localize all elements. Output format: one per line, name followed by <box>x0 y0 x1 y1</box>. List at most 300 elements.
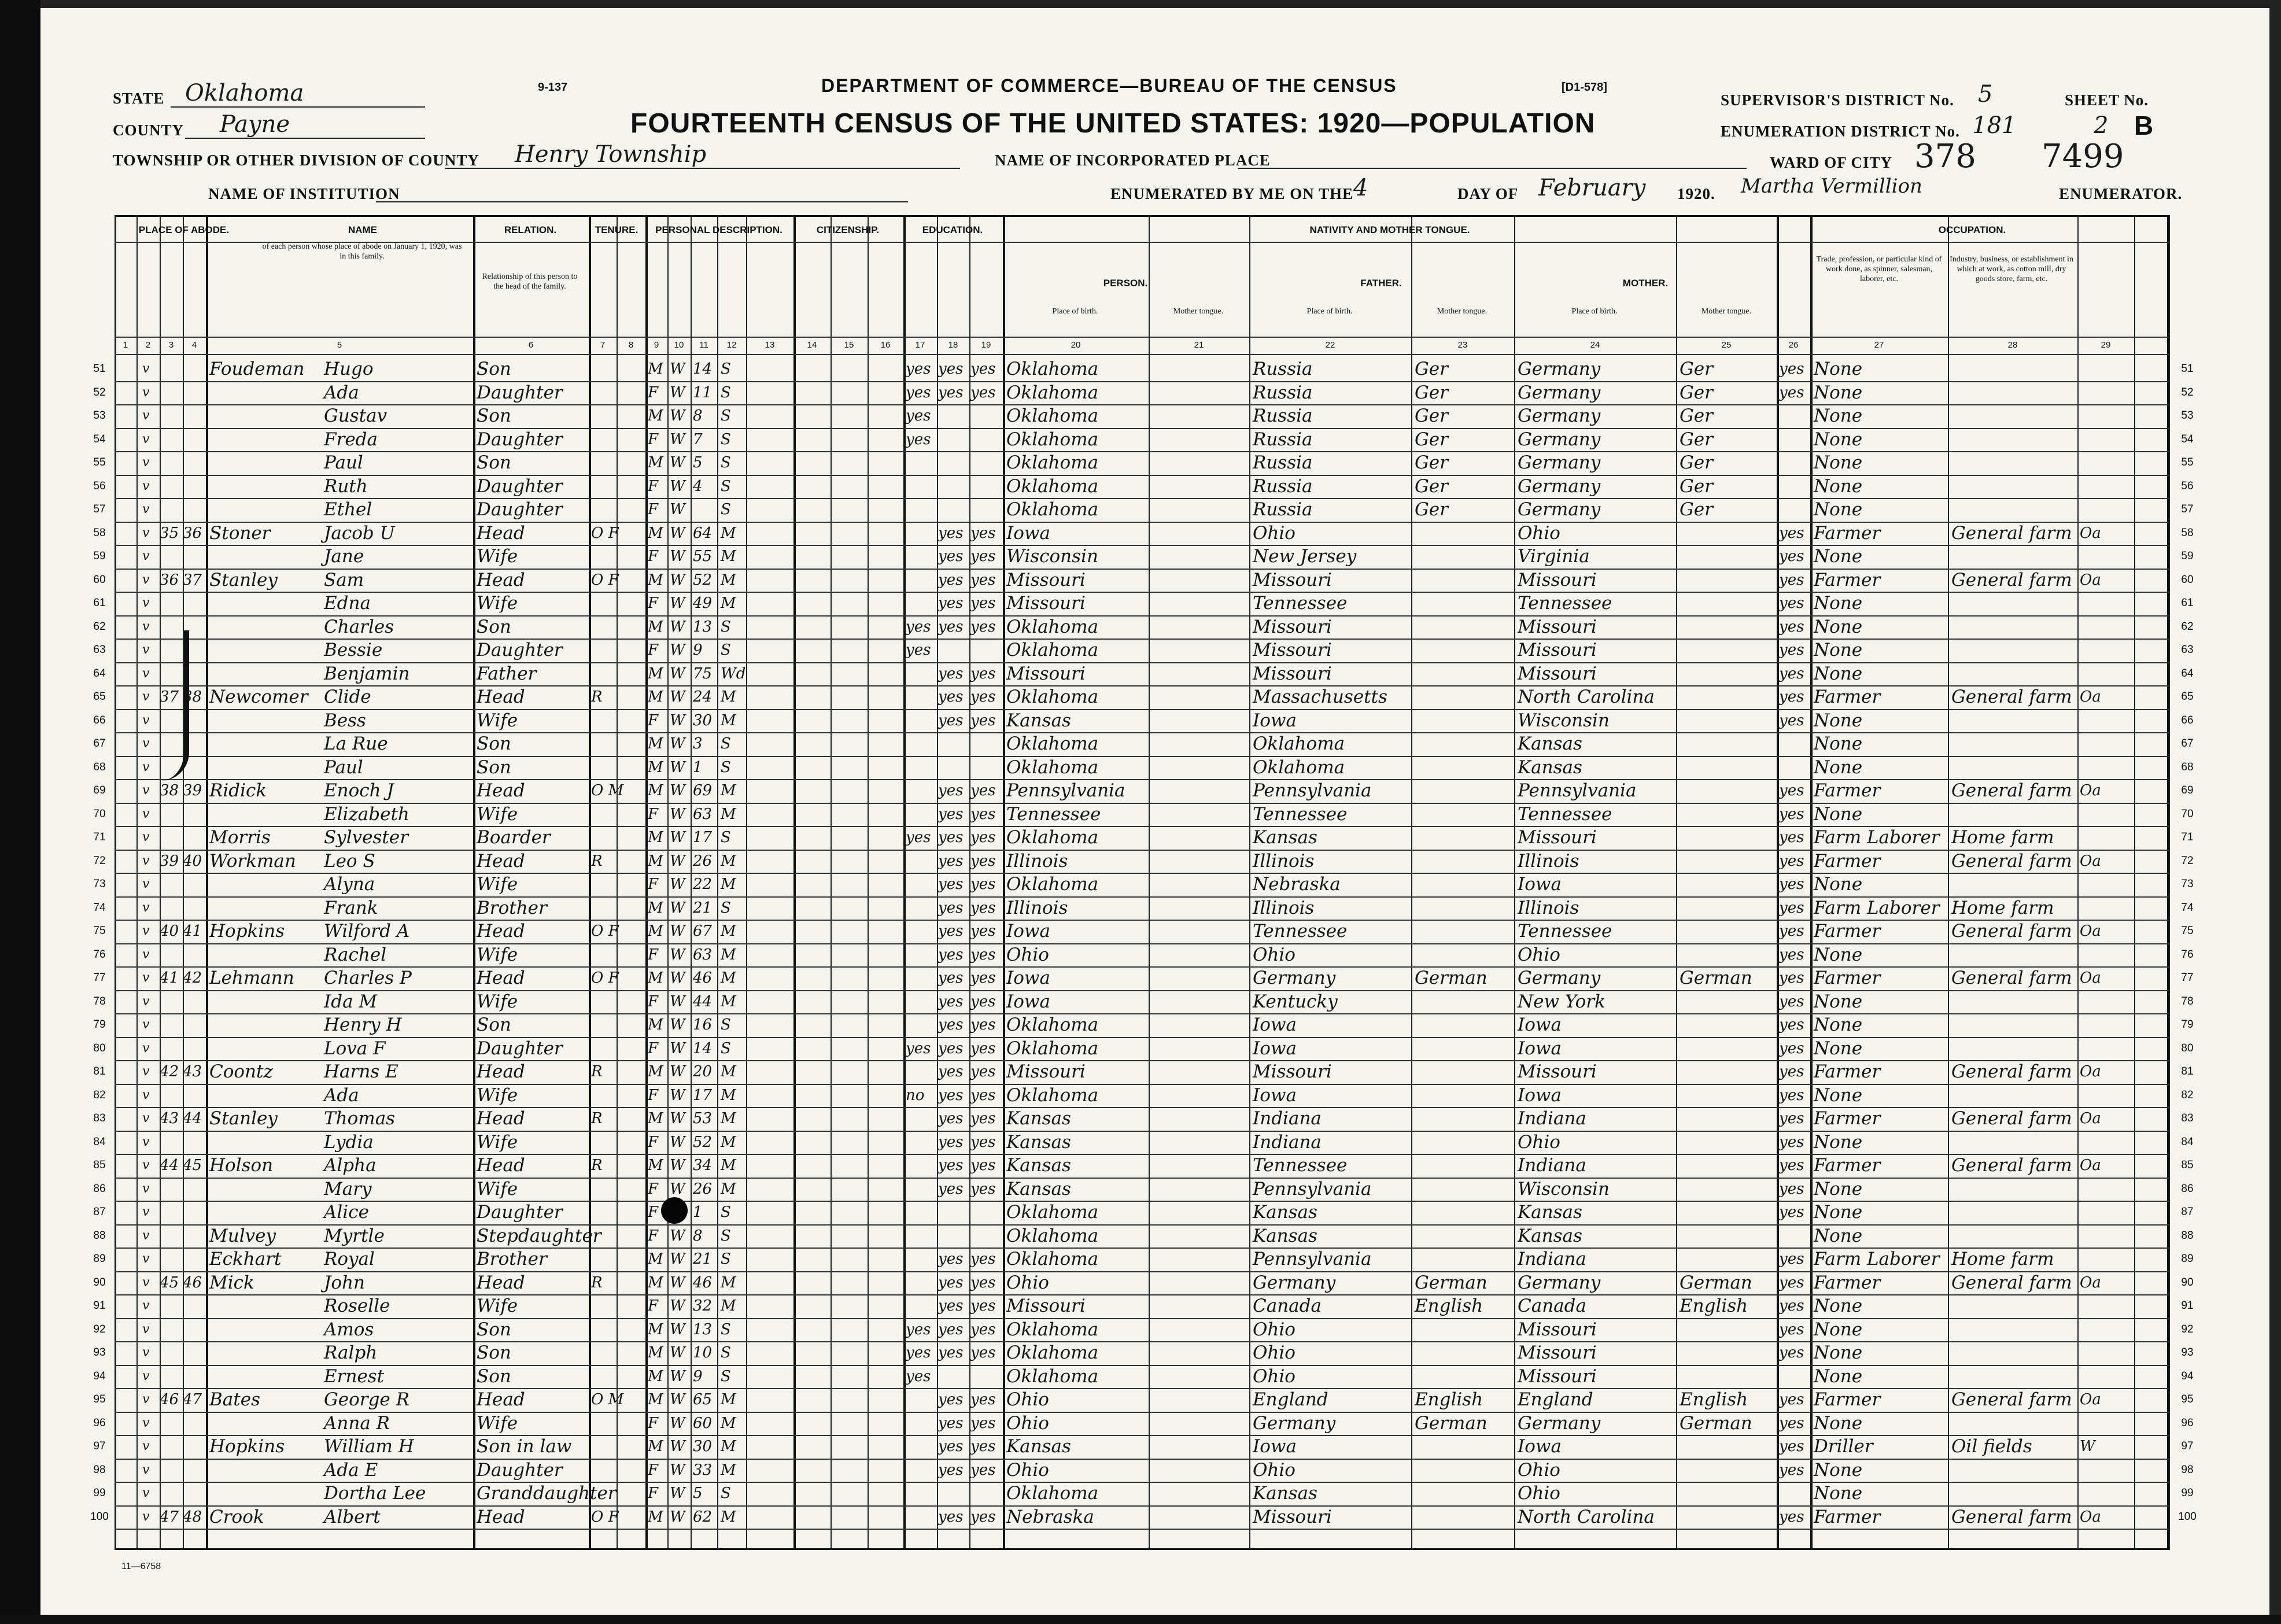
cell-rd: yes <box>938 665 964 682</box>
incorporated-line <box>1238 168 1747 169</box>
cell-surname <box>209 1037 319 1060</box>
cell-mpob: Missouri <box>1518 1319 1597 1340</box>
cell-mpob: Indiana <box>1518 1108 1586 1129</box>
cell-ms: S <box>721 641 731 659</box>
cell-fpob: Kansas <box>1253 1225 1317 1246</box>
line-number: 99 <box>2181 1487 2194 1499</box>
column-number: 17 <box>915 340 925 350</box>
cell-mpob: Germany <box>1518 382 1601 403</box>
cell-occ: None <box>1814 382 1863 403</box>
cell-fmt <box>1415 545 1513 568</box>
cell-occ: None <box>1814 1459 1863 1481</box>
cell-ms: M <box>721 1063 736 1080</box>
cell-race: W <box>670 1274 685 1291</box>
cell-sch <box>906 1131 936 1154</box>
cell-rd: yes <box>938 1274 964 1291</box>
cell-cls <box>2080 381 2133 404</box>
cell-age: 21 <box>693 1250 713 1268</box>
cell-mmt <box>1680 1107 1776 1130</box>
cell-dw: 42 <box>160 1063 179 1080</box>
supervisor-value: 5 <box>1978 81 1993 108</box>
cell-occ: Farmer <box>1814 569 1881 590</box>
column-number: 21 <box>1194 340 1204 350</box>
cell-eng <box>1779 498 1809 521</box>
cell-ind <box>1951 662 2076 685</box>
cell-rel: Son <box>477 1319 511 1340</box>
cell-rel: Son <box>477 1342 511 1363</box>
cell-given: Ada <box>324 1084 359 1106</box>
cell-mpob: Ohio <box>1518 1459 1560 1481</box>
cell-fmt <box>1415 1201 1513 1224</box>
cell-fmt <box>1415 1060 1513 1083</box>
line-number: 56 <box>2181 479 2194 492</box>
cell-rel: Brother <box>477 1249 547 1269</box>
cell-own <box>591 990 643 1013</box>
cell-mpob: Pennsylvania <box>1518 780 1637 801</box>
cell-eng: yes <box>1779 805 1804 823</box>
cell-wr: yes <box>970 665 996 682</box>
cell-given: Alyna <box>324 874 375 895</box>
cell-occ: None <box>1814 429 1863 450</box>
cell-sch <box>906 990 936 1013</box>
cell-race: W <box>670 1367 685 1385</box>
cell-mpob: Illinois <box>1518 850 1579 872</box>
cell-eng: yes <box>1779 852 1804 870</box>
cell-occ: None <box>1814 874 1863 895</box>
cell-mpob: New York <box>1518 991 1605 1012</box>
cell-fpob: Missouri <box>1253 569 1332 590</box>
cell-fpob: Pennsylvania <box>1253 780 1372 801</box>
cell-age: 60 <box>693 1414 713 1432</box>
table-row <box>0 592 2281 615</box>
cell-race: W <box>670 1344 685 1361</box>
cell-sex: M <box>648 1274 663 1291</box>
cell-fpob: Massachusetts <box>1253 686 1387 707</box>
cell-rel: Boarder <box>477 827 551 848</box>
cell-fam <box>183 592 206 615</box>
cell-ms: S <box>721 360 731 378</box>
cell-pob: Iowa <box>1006 921 1050 942</box>
cell-sch <box>906 592 936 615</box>
cell-mmt <box>1680 662 1776 685</box>
line-number: 88 <box>2181 1229 2194 1242</box>
cell-ms: S <box>721 1367 731 1385</box>
cell-surname <box>209 662 319 685</box>
cell-sex: M <box>648 969 663 987</box>
cell-fam <box>183 1435 206 1458</box>
cell-sex: M <box>648 1250 663 1268</box>
cell-sch <box>906 896 936 920</box>
cell-fam: 36 <box>183 524 202 542</box>
cell-ms: M <box>721 1297 736 1315</box>
cell-mmt <box>1680 638 1776 662</box>
line-number: 81 <box>2181 1065 2194 1077</box>
cell-mpob: Germany <box>1518 359 1601 379</box>
ward-value: 378 <box>1914 138 1976 175</box>
cell-ind: General farm <box>1951 1506 2072 1527</box>
cell-surname <box>209 1341 319 1364</box>
cell-own <box>591 662 643 685</box>
table-row <box>0 685 2281 708</box>
cell-pob: Missouri <box>1006 663 1086 684</box>
cell-mmt <box>1680 873 1776 896</box>
cell-sch <box>906 1178 936 1201</box>
cell-eng: yes <box>1779 1297 1804 1315</box>
cell-age: 20 <box>693 1063 713 1080</box>
cell-mpob: Germany <box>1518 452 1601 473</box>
line-number: 51 <box>93 363 106 375</box>
cell-fam <box>183 1178 206 1201</box>
cell-wr <box>970 428 1002 451</box>
cell-occ: None <box>1814 1319 1863 1340</box>
cell-rd: yes <box>938 1344 964 1361</box>
visit-check-mark: v <box>142 853 150 868</box>
cell-ms: M <box>721 1508 736 1526</box>
line-number: 74 <box>2181 901 2194 914</box>
line-number: 93 <box>2181 1346 2194 1359</box>
cell-fpob: Nebraska <box>1253 874 1341 895</box>
line-number: 98 <box>93 1463 106 1476</box>
cell-eng: yes <box>1779 1016 1804 1034</box>
cell-sch: no <box>906 1086 925 1104</box>
cell-given: Albert <box>324 1506 381 1527</box>
visit-check-mark: v <box>142 877 150 891</box>
cell-eng: yes <box>1779 782 1804 799</box>
cell-fpob: Ohio <box>1253 1319 1295 1340</box>
cell-pob: Nebraska <box>1006 1506 1094 1527</box>
cell-ind <box>1951 638 2076 662</box>
line-number: 54 <box>93 433 106 445</box>
cell-rd: yes <box>938 1157 964 1174</box>
line-number: 78 <box>93 995 106 1007</box>
cell-cls: Oa <box>2080 1508 2101 1526</box>
cell-race: W <box>670 1461 685 1479</box>
cell-cls <box>2080 1412 2133 1435</box>
line-number: 81 <box>93 1065 106 1077</box>
cell-cls <box>2080 1084 2133 1107</box>
cell-wr: yes <box>970 899 996 917</box>
cell-race: W <box>670 711 685 729</box>
cell-sex: F <box>648 477 659 495</box>
cell-surname <box>209 1294 319 1317</box>
cell-occ: None <box>1814 405 1863 426</box>
line-number: 87 <box>2181 1206 2194 1218</box>
cell-pob: Oklahoma <box>1006 475 1099 497</box>
cell-pob: Oklahoma <box>1006 1084 1099 1106</box>
state-value: Oklahoma <box>185 80 304 106</box>
cell-fmt <box>1415 873 1513 896</box>
cell-sex: M <box>648 571 663 589</box>
cell-wr: yes <box>970 992 996 1010</box>
cell-age: 1 <box>693 1204 703 1221</box>
cell-sch <box>906 709 936 732</box>
cell-fmt <box>1415 1224 1513 1247</box>
cell-given: La Rue <box>324 733 388 754</box>
cell-dw <box>160 943 183 966</box>
cell-mmt <box>1680 1435 1776 1458</box>
cell-cls <box>2080 709 2133 732</box>
cell-cls: Oa <box>2080 1391 2101 1408</box>
line-number: 62 <box>2181 620 2194 633</box>
cell-wr: yes <box>970 922 996 940</box>
line-number: 89 <box>2181 1253 2194 1265</box>
cell-ms: M <box>721 805 736 823</box>
group-abode: PLACE OF ABODE. <box>138 224 230 235</box>
cell-rel: Head <box>477 1272 525 1293</box>
cell-fam <box>183 498 206 521</box>
cell-mmt: German <box>1680 1272 1752 1293</box>
cell-rd: yes <box>938 1063 964 1080</box>
ink-brace-mark <box>161 630 189 781</box>
line-number: 78 <box>2181 995 2194 1007</box>
cell-ind: General farm <box>1951 968 2072 988</box>
cell-age: 49 <box>693 595 713 612</box>
cell-sch: yes <box>906 360 931 378</box>
table-row <box>0 638 2281 662</box>
cell-ind: General farm <box>1951 850 2072 872</box>
cell-eng <box>1779 1365 1809 1388</box>
group-personal: PERSONAL DESCRIPTION. <box>655 224 783 235</box>
table-row <box>0 1107 2281 1130</box>
cell-sex: F <box>648 1485 659 1502</box>
cell-race: W <box>670 758 685 776</box>
cell-age: 62 <box>693 1508 713 1526</box>
visit-check-mark: v <box>142 1275 150 1290</box>
cell-rel: Wife <box>477 593 518 614</box>
cell-dw <box>160 1131 183 1154</box>
cell-sex: M <box>648 782 663 799</box>
cell-mmt: English <box>1680 1295 1748 1316</box>
cell-dw <box>160 381 183 404</box>
cell-sch <box>906 1482 936 1505</box>
enumerator-name: Martha Vermillion <box>1741 175 1922 198</box>
cell-race: W <box>670 829 685 846</box>
visit-check-mark: v <box>142 478 150 493</box>
cell-ms: S <box>721 758 731 776</box>
cell-pob: Ohio <box>1006 1412 1049 1434</box>
cell-wr: yes <box>970 1508 996 1526</box>
cell-ind: General farm <box>1951 780 2072 801</box>
cell-age: 17 <box>693 1086 713 1104</box>
cell-surname <box>209 1201 319 1224</box>
cell-age: 14 <box>693 1039 713 1057</box>
cell-own <box>591 1459 643 1482</box>
cell-ms: S <box>721 1485 731 1502</box>
cell-pob: Missouri <box>1006 593 1086 614</box>
cell-fmt: Ger <box>1415 499 1448 520</box>
line-number: 92 <box>93 1323 106 1335</box>
visit-check-mark: v <box>142 1158 150 1172</box>
cell-age: 53 <box>693 1110 713 1127</box>
cell-dw: 38 <box>160 782 179 799</box>
cell-dw: 47 <box>160 1508 179 1526</box>
cell-sch <box>906 451 936 474</box>
cell-eng: yes <box>1779 1039 1804 1057</box>
cell-dw: 45 <box>160 1274 179 1291</box>
cell-dw <box>160 1294 183 1317</box>
county-line <box>185 138 425 139</box>
visit-check-mark: v <box>142 736 150 751</box>
column-number: 24 <box>1590 340 1600 350</box>
cell-fmt <box>1415 1318 1513 1341</box>
cell-surname <box>209 1459 319 1482</box>
cell-own <box>591 803 643 826</box>
cell-mmt <box>1680 826 1776 849</box>
cell-rel: Wife <box>477 1412 518 1434</box>
cell-race: W <box>670 735 685 752</box>
column-number: 14 <box>807 340 817 350</box>
cell-age: 8 <box>693 407 703 425</box>
cell-ms: M <box>721 1180 736 1198</box>
cell-fpob: New Jersey <box>1253 546 1357 567</box>
cell-rel: Head <box>477 569 525 590</box>
cell-fam: 40 <box>183 852 202 870</box>
cell-given: Myrtle <box>324 1225 385 1246</box>
cell-surname <box>209 873 319 896</box>
cell-ind <box>1951 615 2076 638</box>
cell-mpob: Ohio <box>1518 1483 1560 1504</box>
cell-given: Charles <box>324 616 394 637</box>
cell-ind <box>1951 498 2076 521</box>
cell-mpob: Missouri <box>1518 1365 1597 1387</box>
cell-cls <box>2080 756 2133 779</box>
table-row <box>0 1365 2281 1388</box>
line-number: 79 <box>2181 1018 2194 1031</box>
cell-cls <box>2080 1247 2133 1271</box>
visit-check-mark: v <box>142 1205 150 1219</box>
cell-sch <box>906 873 936 896</box>
cell-mmt <box>1680 1060 1776 1083</box>
cell-fpob: Tennessee <box>1253 1155 1348 1176</box>
cell-pob: Oklahoma <box>1006 1038 1099 1059</box>
cell-surname: Hopkins <box>209 1436 285 1457</box>
footer-code: 11—6758 <box>121 1562 161 1571</box>
cell-ind: General farm <box>1951 1155 2072 1176</box>
cell-fmt <box>1415 1037 1513 1060</box>
group-father: FATHER. <box>1360 278 1402 289</box>
cell-fpob: Oklahoma <box>1253 756 1345 778</box>
cell-fpob: Russia <box>1253 382 1313 403</box>
cell-own <box>591 1294 643 1317</box>
column-number: 12 <box>726 340 737 350</box>
cell-fam <box>183 1482 206 1505</box>
cell-mmt <box>1680 545 1776 568</box>
cell-eng: yes <box>1779 1461 1804 1479</box>
cell-sch <box>906 1107 936 1130</box>
cell-rd <box>938 498 968 521</box>
cell-occ: None <box>1814 1014 1863 1035</box>
cell-mmt <box>1680 1341 1776 1364</box>
cell-wr <box>970 1482 1002 1505</box>
cell-own <box>591 1412 643 1435</box>
cell-fam: 42 <box>183 969 202 987</box>
cell-mmt <box>1680 1154 1776 1177</box>
cell-ms: M <box>721 1414 736 1432</box>
cell-sex: F <box>648 501 659 518</box>
cell-race: W <box>670 595 685 612</box>
cell-sex: M <box>648 688 663 706</box>
cell-rel: Brother <box>477 897 547 918</box>
cell-given: Bess <box>324 710 366 731</box>
cell-cls: Oa <box>2080 571 2101 589</box>
cell-ind: General farm <box>1951 1272 2072 1293</box>
cell-dw <box>160 1013 183 1036</box>
cell-rel: Wife <box>477 1178 518 1199</box>
visit-check-mark: v <box>142 1111 150 1125</box>
cell-fmt <box>1415 615 1513 638</box>
cell-fam <box>183 873 206 896</box>
cell-mmt <box>1680 592 1776 615</box>
cell-sch <box>906 1201 936 1224</box>
cell-rd: yes <box>938 946 964 964</box>
cell-dw <box>160 592 183 615</box>
cell-pob: Oklahoma <box>1006 756 1099 778</box>
cell-wr <box>970 404 1002 427</box>
column-number: 8 <box>628 340 634 350</box>
cell-race: W <box>670 1110 685 1127</box>
cell-dw <box>160 1084 183 1107</box>
cell-eng: yes <box>1779 548 1804 565</box>
table-row <box>0 896 2281 920</box>
cell-fam <box>183 1294 206 1317</box>
cell-fpob: Russia <box>1253 405 1313 426</box>
cell-race: W <box>670 992 685 1010</box>
cell-sex: M <box>648 1157 663 1174</box>
cell-age: 52 <box>693 571 713 589</box>
cell-cls <box>2080 1037 2133 1060</box>
cell-wr: yes <box>970 876 996 893</box>
column-number: 25 <box>1721 340 1732 350</box>
cell-occ: None <box>1814 1483 1863 1504</box>
cell-mmt <box>1680 896 1776 920</box>
cell-dw <box>160 1412 183 1435</box>
cell-dw <box>160 873 183 896</box>
cell-cls: Oa <box>2080 1274 2101 1291</box>
table-row <box>0 850 2281 873</box>
cell-eng: yes <box>1779 383 1804 401</box>
mother-pob-hdr: Place of birth. <box>1571 307 1618 316</box>
cell-occ: None <box>1814 1202 1863 1223</box>
cell-occ: None <box>1814 1412 1863 1434</box>
cell-rel: Son <box>477 756 511 778</box>
line-number: 56 <box>93 479 106 492</box>
cell-wr: yes <box>970 548 996 565</box>
cell-sex: M <box>648 1016 663 1034</box>
cell-eng: yes <box>1779 829 1804 846</box>
cell-mpob: Iowa <box>1518 1436 1562 1457</box>
cell-pob: Iowa <box>1006 968 1050 988</box>
cell-fam <box>183 1365 206 1388</box>
cell-pob: Kansas <box>1006 1131 1071 1153</box>
line-number: 90 <box>93 1276 106 1289</box>
cell-ms: M <box>721 852 736 870</box>
cell-age: 52 <box>693 1133 713 1151</box>
cell-pob: Pennsylvania <box>1006 780 1125 801</box>
table-row <box>0 357 2281 381</box>
cell-cls: Oa <box>2080 782 2101 799</box>
cell-rd: yes <box>938 1320 964 1338</box>
visit-check-mark: v <box>142 1322 150 1337</box>
cell-eng <box>1779 404 1809 427</box>
cell-given: Enoch J <box>324 780 394 801</box>
cell-mmt <box>1680 709 1776 732</box>
line-number: 65 <box>93 691 106 703</box>
column-number: 18 <box>948 340 958 350</box>
cell-race: W <box>670 548 685 565</box>
cell-rel: Son <box>477 1365 511 1387</box>
cell-own <box>591 451 643 474</box>
table-row <box>0 1412 2281 1435</box>
